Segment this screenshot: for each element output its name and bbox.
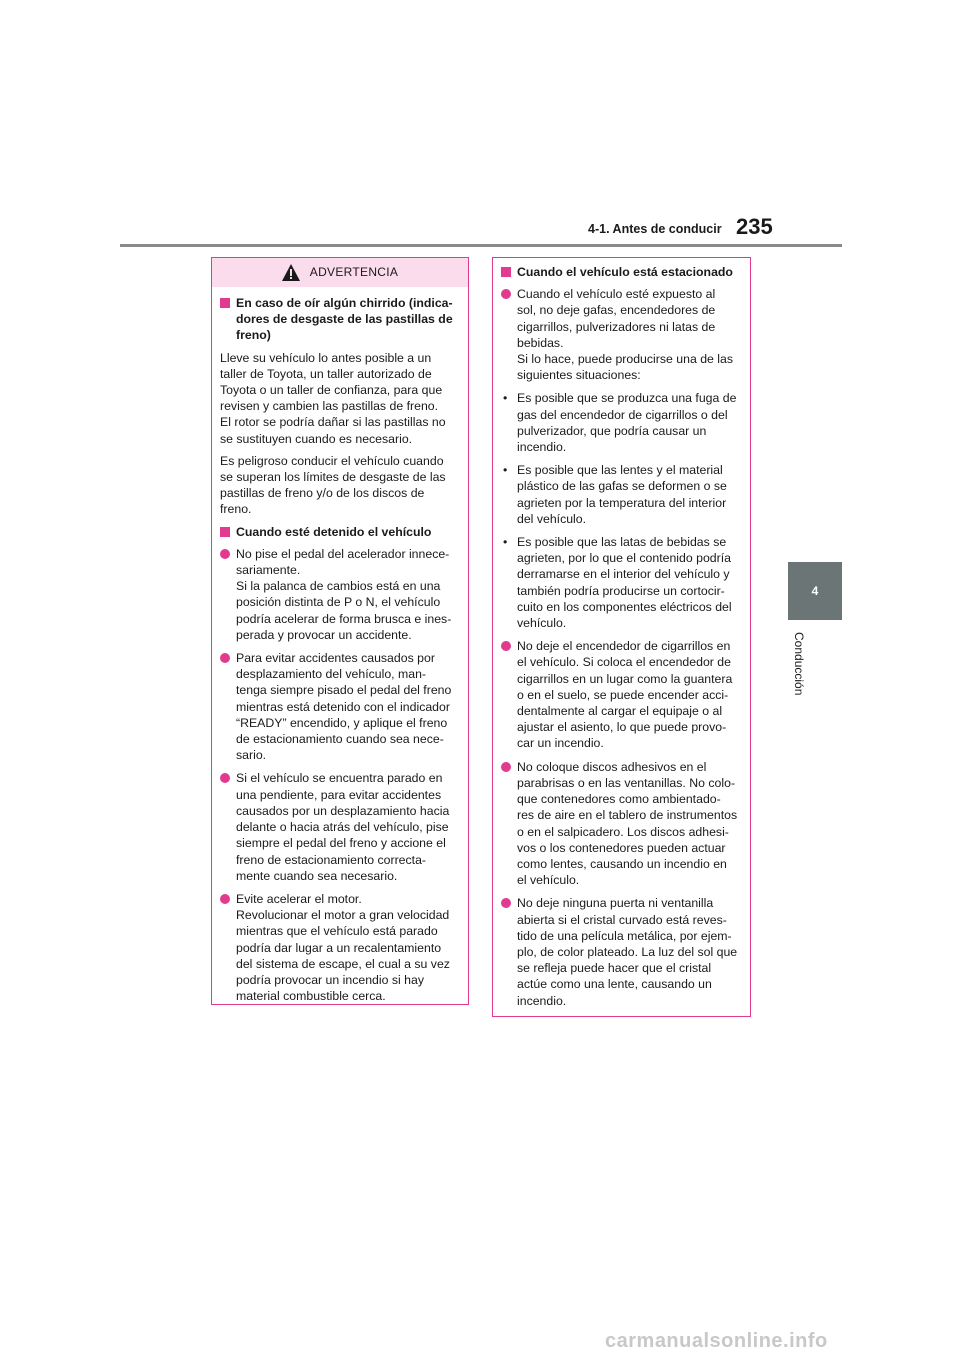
- square-bullet-icon: [220, 527, 230, 537]
- list-item: No pise el pedal del acelerador innece- sariamente. Si la palanca de cambios está en una posición distinta de P o N, el vehículo podría acelerar de forma brusca e ines- perada y provocar un accidente.: [220, 546, 460, 643]
- circle-bullet-icon: [220, 549, 230, 559]
- section-heading: En caso de oír algún chirrido (indica- dores de desgaste de las pastillas de freno): [220, 295, 460, 344]
- dot-bullet-icon: •: [503, 391, 508, 406]
- circle-bullet-icon: [501, 762, 511, 772]
- dot-bullet-icon: •: [503, 535, 508, 550]
- page-number: 235: [736, 214, 773, 239]
- sub-list-item: • Es posible que se produzca una fuga de gas del encendedor de cigarrillos o del pulverizador, que podría causar un incendio.: [503, 391, 737, 455]
- warning-header: [212, 258, 468, 287]
- circle-bullet-icon: [220, 653, 230, 663]
- dot-bullet-icon: •: [503, 463, 508, 478]
- paragraph: Lleve su vehículo lo antes posible a un taller de Toyota, un taller autorizado de Toyota o un taller de confianza, para que revisen y cambien las pastillas de freno. El rotor se podría dañar si las pastillas no se sustituyen cuando es necesario.: [220, 350, 446, 446]
- square-bullet-icon: [220, 298, 230, 308]
- list-item: Para evitar accidentes causados por desplazamiento del vehículo, man- tenga siempre pisado el pedal del freno mientras está detenido con el indicador “READY” encendido, y aplique el freno de estacionamiento cuando sea nece- sario.: [220, 650, 460, 763]
- list-item: No deje el encendedor de cigarrillos en el vehículo. Si coloca el encendedor de cigarrillos en un lugar como la guantera o en el suelo, se puede encender acci- dentalmente al cargar el equipaje o al ajustar el asiento, lo que puede provo- car un incendio.: [501, 638, 742, 751]
- warning-box: [211, 257, 469, 1005]
- warning-box-continued: [492, 257, 751, 1017]
- header-divider: [120, 244, 842, 247]
- list-item: No deje ninguna puerta ni ventanilla abierta si el cristal curvado está reves- tido de una película metálica, por ejem- plo, de color plateado. La luz del sol que se refleja puede hacer que el cristal actúe como una lente, causando un incendio.: [501, 895, 742, 1008]
- chapter-tab: [788, 562, 842, 620]
- circle-bullet-icon: [220, 773, 230, 783]
- warning-label: ADVERTENCIA: [309, 265, 399, 280]
- list-item: No coloque discos adhesivos en el parabrisas o en las ventanillas. No colo- que contenedores como ambientado- res de aire en el tablero de instrumentos o en el salpicadero. Los discos adhesi- vos o los contenedores pueden actuar como lentes, causando un incendio en el vehículo.: [501, 759, 742, 889]
- sub-list-item: • Es posible que las latas de bebidas se agrieten, por lo que el contenido podría derramarse en el interior del vehículo y también podría producirse un cortocir- cuito en los componentes eléctricos del vehículo.: [503, 535, 732, 631]
- sub-list-item: • Es posible que las lentes y el material plástico de las gafas se deformen o se agrieten por la temperatura del interior del vehículo.: [503, 463, 727, 526]
- section-heading: Cuando el vehículo está estacionado: [501, 264, 742, 280]
- paragraph: Es peligroso conducir el vehículo cuando se superan los límites de desgaste de las pastillas de freno y/o de los discos de freno.: [220, 453, 446, 517]
- warning-icon: [282, 264, 300, 281]
- chapter-number: 4: [811, 584, 819, 598]
- circle-bullet-icon: [501, 289, 511, 299]
- section-heading: Cuando esté detenido el vehículo: [220, 524, 460, 540]
- square-bullet-icon: [501, 267, 511, 277]
- section-title: 4-1. Antes de conducir: [588, 222, 722, 236]
- circle-bullet-icon: [501, 641, 511, 651]
- chapter-title: Conducción: [792, 632, 806, 696]
- circle-bullet-icon: [220, 894, 230, 904]
- list-item: Cuando el vehículo esté expuesto al sol, no deje gafas, encendedores de cigarrillos, pulverizadores ni latas de bebidas. Si lo hace, puede producirse una de las siguientes situaciones:: [501, 286, 742, 383]
- list-item: Si el vehículo se encuentra parado en una pendiente, para evitar accidentes causados por un desplazamiento hacia delante o hacia atrás del vehículo, pise siempre el pedal del freno y accione el freno de estacionamiento correcta- mente cuando sea necesario.: [220, 770, 460, 883]
- watermark: carmanualsonline.info: [605, 1330, 828, 1352]
- circle-bullet-icon: [501, 898, 511, 908]
- list-item: Evite acelerar el motor. Revolucionar el motor a gran velocidad mientras que el vehículo está parado podría dar lugar a un recalentamiento del sistema de escape, el cual a su vez podría provocar un incendio si hay material combustible cerca.: [220, 891, 460, 1004]
